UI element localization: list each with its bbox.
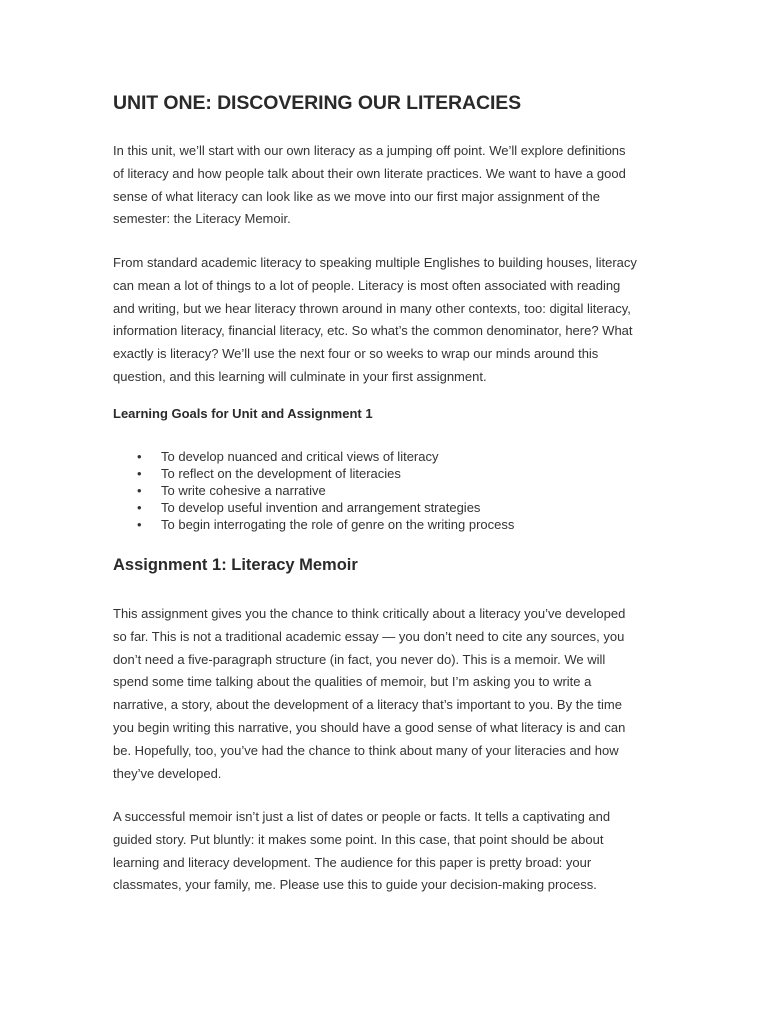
learning-goal-text: To begin interrogating the role of genre on the writing process [161,517,515,532]
definition-line: can mean a lot of things to a lot of people. Literacy is most often associated with reading [113,277,621,293]
memoir-line: A successful memoir isn’t just a list of dates or people or facts. It tells a captivating and [113,809,611,824]
learning-goal-text: To reflect on the development of literacies [161,466,401,481]
intro-paragraph [113,140,626,231]
intro-line: In this unit, we’ll start with our own literacy as a jumping off point. We’ll explore definitions [113,143,626,158]
learning-goal-item [137,482,514,499]
memoir-line: classmates, your family, me. Please use this to guide your decision-making process. [113,877,597,893]
bullet-icon: • [137,517,142,532]
bullet-icon: • [137,483,142,498]
definition-line: exactly is literacy? We’ll use the next four or so weeks to wrap our minds around this [113,346,599,362]
assignment-line: spend some time talking about the qualities of memoir, but I’m asking you to write a [113,674,592,690]
learning-goal-item [137,499,514,516]
bullet-icon: • [137,466,142,481]
assignment-paragraph [113,603,625,785]
definition-paragraph [113,252,637,389]
intro-line: semester: the Literacy Memoir. [113,211,291,227]
definition-line: information literacy, financial literacy, etc. So what’s the common denominator, here? What [113,323,633,339]
learning-goals-heading: Learning Goals for Unit and Assignment 1 [113,406,373,421]
learning-goal-item [137,516,514,533]
memoir-paragraph [113,806,610,897]
learning-goal-text: To write cohesive a narrative [161,483,326,498]
definition-line: and writing, but we hear literacy thrown around in many other contexts, too: digital literacy, [113,300,631,316]
memoir-line: learning and literacy development. The audience for this paper is pretty broad: your [113,854,592,870]
learning-goal-item [137,465,514,482]
assignment-line: you begin writing this narrative, you should have a good sense of what literacy is and can [113,719,626,735]
assignment-line: be. Hopefully, too, you’ve had the chance to think about many of your literacies and how [113,742,619,758]
learning-goal-text: To develop useful invention and arrangement strategies [161,500,481,515]
bullet-icon: • [137,449,142,464]
definition-line: question, and this learning will culminate in your first assignment. [113,368,487,384]
assignment-line: narrative, a story, about the development of a literacy that’s important to you. By the time [113,697,622,713]
definition-line: From standard academic literacy to speaking multiple Englishes to building houses, literacy [113,255,637,270]
assignment-line: they’ve developed. [113,765,222,781]
assignment-line: so far. This is not a traditional academic essay — you don’t need to cite any sources, you [113,628,625,644]
assignment-line: don’t need a five-paragraph structure (in fact, you never do). This is a memoir. We will [113,651,606,667]
intro-line: of literacy and how people talk about their own literate practices. We want to have a good [113,165,626,181]
learning-goal-text: To develop nuanced and critical views of literacy [161,449,439,464]
learning-goal-item [137,448,514,465]
intro-line: sense of what literacy can look like as we move into our first major assignment of the [113,188,600,204]
assignment-title: Assignment 1: Literacy Memoir [113,556,358,574]
unit-title: UNIT ONE: DISCOVERING OUR LITERACIES [113,92,522,114]
bullet-icon: • [137,500,142,515]
memoir-line: guided story. Put bluntly: it makes some point. In this case, that point should be about [113,831,604,847]
learning-goals-list [137,448,514,533]
assignment-line: This assignment gives you the chance to think critically about a literacy you’ve developed [113,606,626,621]
